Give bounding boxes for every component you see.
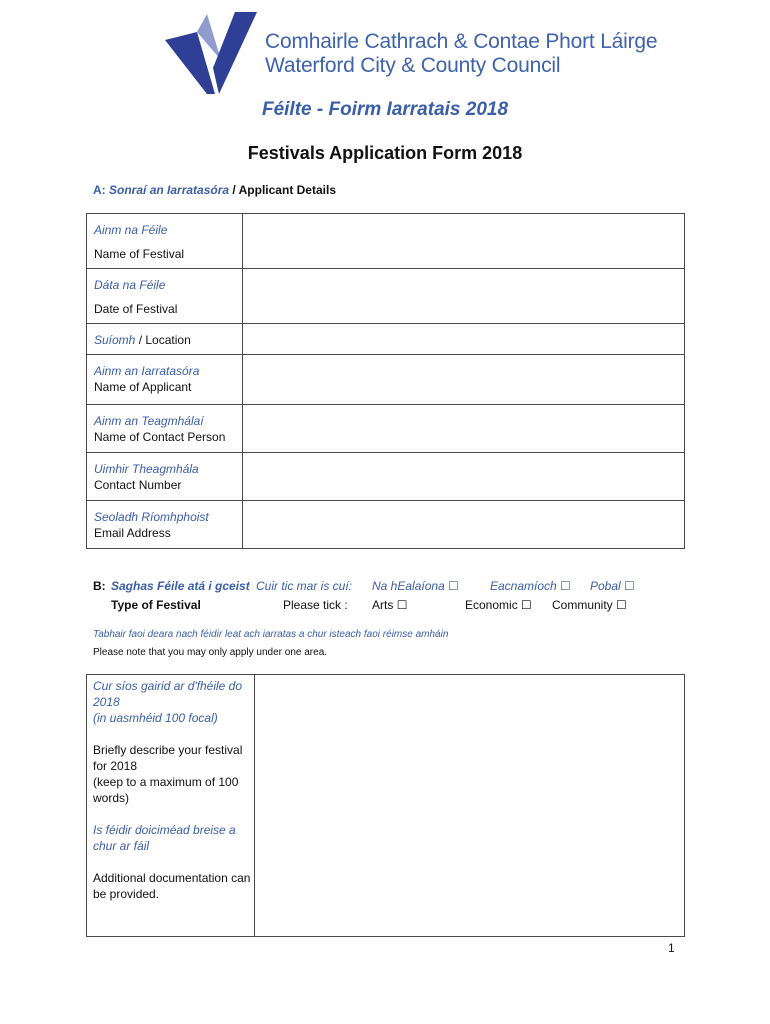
- option-arts[interactable]: [372, 598, 407, 612]
- additional-docs-note-irish: Is féidir doiciméad breise a chur ar fáil: [93, 823, 236, 853]
- table-row: [87, 269, 685, 324]
- table-row: [87, 453, 685, 501]
- checkbox-icon[interactable]: ☐: [560, 579, 571, 593]
- contact-person-label: [87, 405, 243, 453]
- checkbox-icon[interactable]: ☐: [448, 579, 459, 593]
- row-label-irish: Suíomh: [94, 333, 136, 347]
- council-name-irish: Comhairle Cathrach & Contae Phort Láirge: [265, 30, 658, 53]
- option-label: Pobal: [590, 579, 621, 593]
- section-a-heading-english: Applicant Details: [238, 183, 336, 197]
- tick-instruction-english: Please tick :: [283, 598, 348, 612]
- location-field[interactable]: [243, 324, 685, 355]
- email-address-label: [87, 501, 243, 549]
- option-label: Eacnamíoch: [490, 579, 557, 593]
- section-a-label: A:: [93, 183, 106, 197]
- section-a-separator: /: [229, 183, 239, 197]
- row-label-english: Contact Number: [94, 478, 182, 492]
- table-row: [87, 214, 685, 269]
- contact-person-field[interactable]: [243, 405, 685, 453]
- table-row: [87, 501, 685, 549]
- email-address-field[interactable]: [243, 501, 685, 549]
- description-prompt-english: Briefly describe your festival for 2018: [93, 743, 243, 773]
- option-economic[interactable]: [465, 598, 532, 612]
- word-limit-english: (keep to a maximum of 100 words): [93, 775, 239, 805]
- option-economic-irish[interactable]: [490, 579, 571, 593]
- table-row: [87, 324, 685, 355]
- option-arts-irish[interactable]: [372, 579, 459, 593]
- applicant-name-label: [87, 355, 243, 405]
- row-label-english: Name of Applicant: [94, 380, 192, 394]
- section-a-heading-irish: Sonraí an Iarratasóra: [109, 183, 230, 197]
- festival-description-field[interactable]: [255, 675, 685, 937]
- additional-docs-note-english: Additional documentation can be provided.: [93, 871, 251, 901]
- contact-number-label: [87, 453, 243, 501]
- section-b-label: B:: [93, 579, 106, 593]
- row-label-irish: Seoladh Ríomhphoist: [94, 510, 209, 524]
- description-label: [87, 675, 255, 937]
- option-label: Community: [552, 598, 613, 612]
- table-row: [87, 675, 685, 937]
- row-label-english: Name of Festival: [94, 247, 185, 261]
- option-community[interactable]: [552, 598, 627, 612]
- single-area-note-english: Please note that you may only apply under one area.: [93, 647, 328, 658]
- festival-name-field[interactable]: [243, 214, 685, 269]
- table-row: [87, 405, 685, 453]
- word-limit-irish: (in uasmhéid 100 focal): [93, 711, 218, 725]
- festival-name-label: [87, 214, 243, 269]
- table-row: [87, 355, 685, 405]
- row-label-irish: Dáta na Féile: [94, 278, 166, 292]
- checkbox-icon[interactable]: ☐: [521, 598, 532, 612]
- row-label-english: Date of Festival: [94, 302, 178, 316]
- festival-date-label: [87, 269, 243, 324]
- page-number: 1: [668, 941, 675, 955]
- description-prompt-irish: Cur síos gairid ar d'fhéile do 2018: [93, 679, 243, 709]
- row-label-english: Name of Contact Person: [94, 430, 226, 444]
- row-label-irish: Uimhir Theagmhála: [94, 462, 199, 476]
- form-title-english: Festivals Application Form 2018: [247, 143, 523, 163]
- contact-number-field[interactable]: [243, 453, 685, 501]
- row-label-irish: Ainm an Iarratasóra: [94, 364, 200, 378]
- location-label: Suíomh / Location: [87, 324, 243, 355]
- checkbox-icon[interactable]: ☐: [624, 579, 635, 593]
- option-label: Economic: [465, 598, 518, 612]
- section-b-heading-english: Type of Festival: [111, 598, 201, 612]
- row-label-irish: Ainm na Féile: [94, 223, 168, 237]
- row-label-irish: Ainm an Teagmhálaí: [94, 414, 204, 428]
- form-title-irish: Féilte - Foirm Iarratais 2018: [261, 99, 509, 120]
- tick-instruction-irish: Cuir tic mar is cuí:: [256, 579, 353, 593]
- option-label: Na hEalaíona: [372, 579, 445, 593]
- section-a-heading: [93, 183, 336, 197]
- festival-date-field[interactable]: [243, 269, 685, 324]
- applicant-details-table: [86, 213, 685, 549]
- waterford-council-logo-icon: [163, 12, 259, 96]
- section-b-heading-irish: Saghas Féile atá i gceist: [111, 579, 250, 593]
- festival-description-table: [86, 674, 685, 937]
- single-area-note-irish: Tabhair faoi deara nach féidir leat ach iarratas a chur isteach faoi réimse amháin: [93, 629, 449, 640]
- row-label-english: Location: [145, 333, 191, 347]
- council-name-english: Waterford City & County Council: [265, 54, 561, 77]
- checkbox-icon[interactable]: ☐: [396, 598, 408, 612]
- row-label-english: Email Address: [94, 526, 171, 540]
- option-label: Arts: [372, 598, 394, 612]
- applicant-name-field[interactable]: [243, 355, 685, 405]
- option-community-irish[interactable]: [590, 579, 635, 593]
- checkbox-icon[interactable]: ☐: [616, 598, 627, 612]
